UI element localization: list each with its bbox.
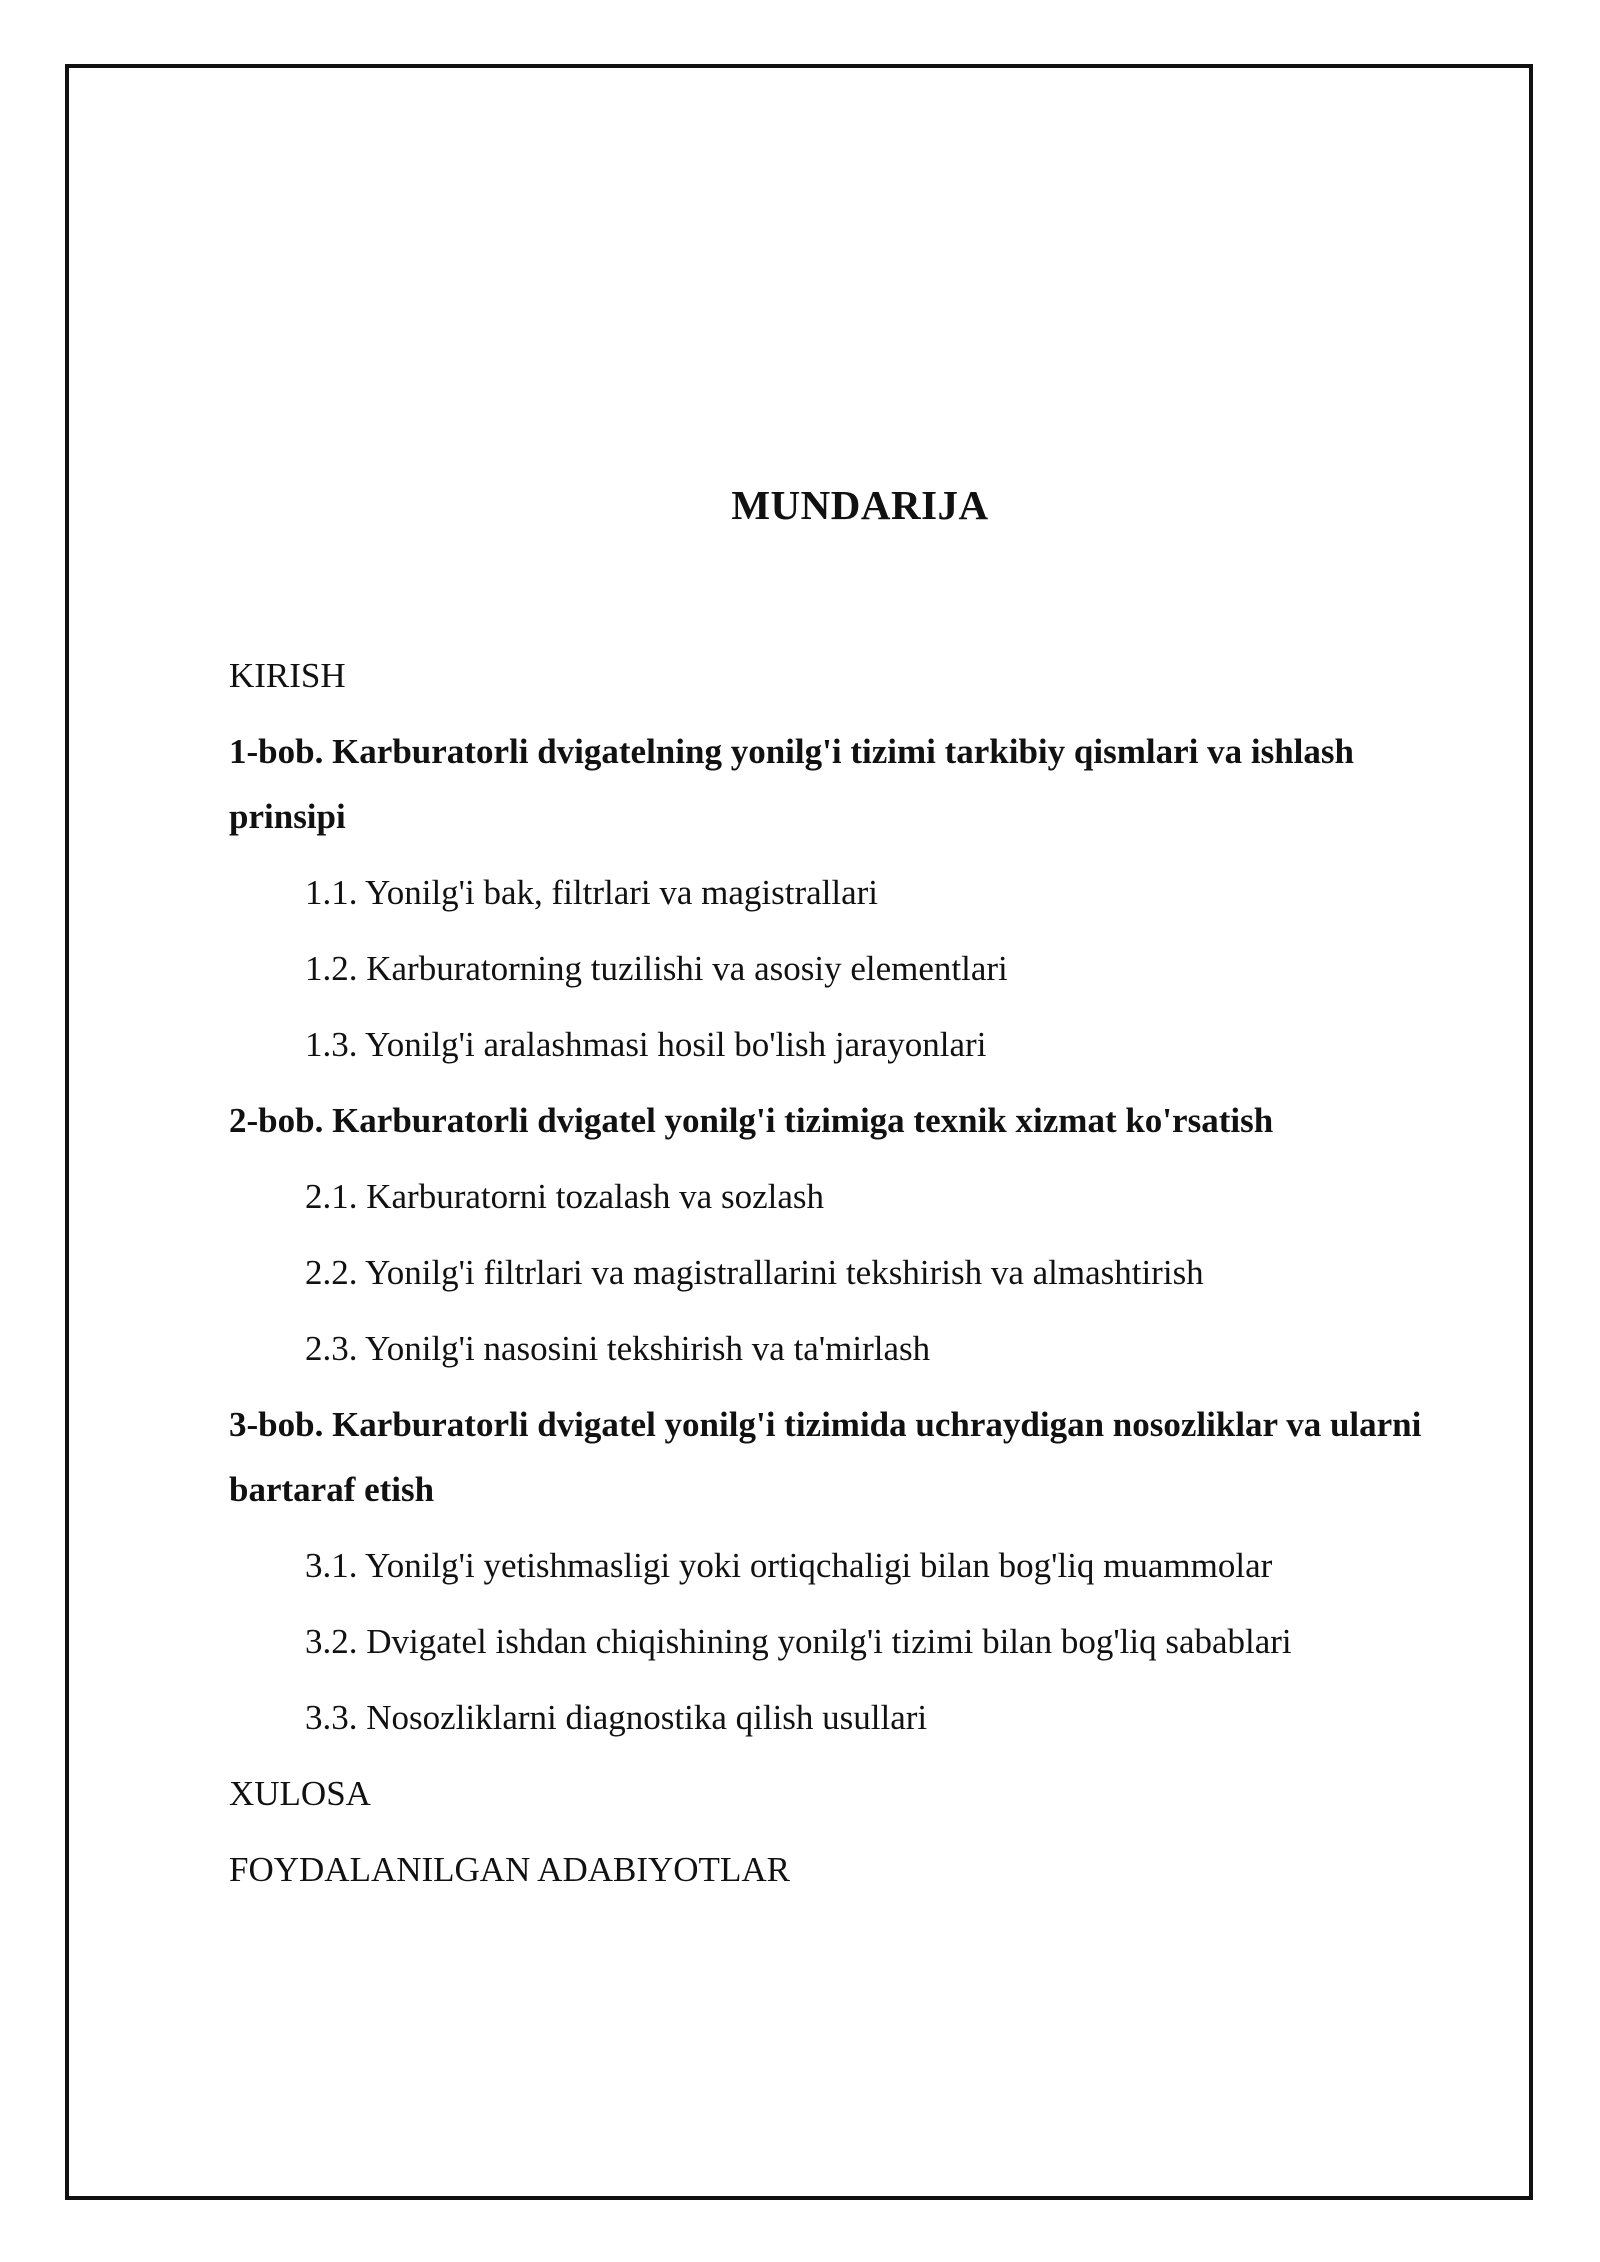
toc-entry-xulosa: XULOSA bbox=[229, 1774, 371, 1813]
toc-section-2-2: 2.2. Yonilg'i filtrlari va magistrallarini tekshirish va almashtirish bbox=[305, 1253, 1204, 1292]
toc-entry-kirish: KIRISH bbox=[229, 656, 346, 695]
toc-section-2-3: 2.3. Yonilg'i nasosini tekshirish va ta'mirlash bbox=[305, 1329, 931, 1368]
toc-section-1-3: 1.3. Yonilg'i aralashmasi hosil bo'lish jarayonlari bbox=[305, 1025, 987, 1064]
toc-section-3-2: 3.2. Dvigatel ishdan chiqishining yonilg'i tizimi bilan bog'liq sabablari bbox=[305, 1622, 1292, 1661]
toc-entry-adabiyotlar: FOYDALANILGAN ADABIYOTLAR bbox=[229, 1850, 790, 1889]
toc-section-3-3: 3.3. Nosozliklarni diagnostika qilish usullari bbox=[305, 1698, 928, 1737]
toc-section-2-1: 2.1. Karburatorni tozalash va sozlash bbox=[305, 1177, 825, 1216]
toc-section-1-2: 1.2. Karburatorning tuzilishi va asosiy elementlari bbox=[305, 949, 1008, 988]
toc-section-3-1: 3.1. Yonilg'i yetishmasligi yoki ortiqchaligi bilan bog'liq muammolar bbox=[305, 1546, 1273, 1585]
toc-chapter-1: 1-bob. Karburatorli dvigatelning yonilg'i tizimi tarkibiy qismlari va ishlash prinsipi bbox=[229, 732, 1354, 836]
page-title: MUNDARIJA bbox=[731, 482, 989, 529]
toc-chapter-3: 3-bob. Karburatorli dvigatel yonilg'i tizimida uchraydigan nosozliklar va ularni bartaraf etish bbox=[229, 1405, 1422, 1509]
toc-chapter-2: 2-bob. Karburatorli dvigatel yonilg'i tizimiga texnik xizmat ko'rsatish bbox=[229, 1101, 1274, 1140]
table-of-contents bbox=[229, 643, 1469, 1902]
toc-section-1-1: 1.1. Yonilg'i bak, filtrlari va magistrallari bbox=[305, 873, 879, 912]
